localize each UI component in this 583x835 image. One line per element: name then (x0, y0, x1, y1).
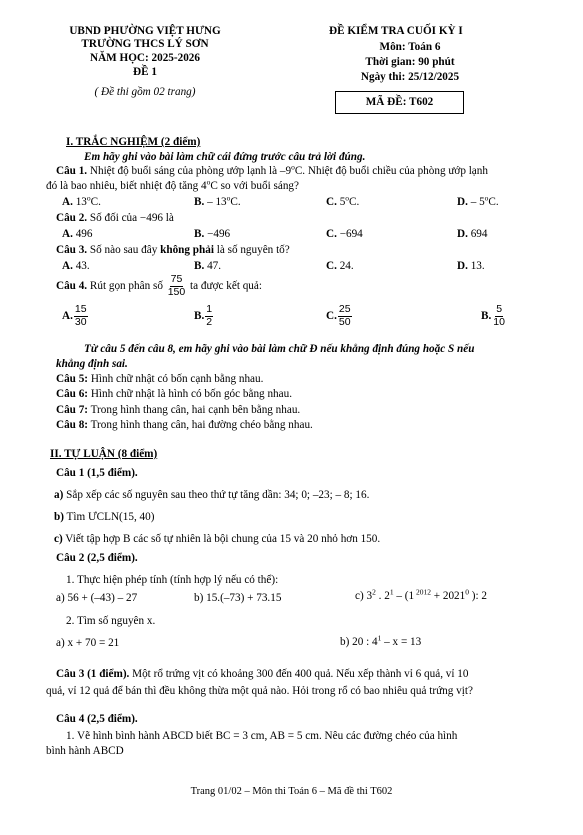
exam-date: Ngày thi: 25/12/2025 (360, 71, 460, 83)
c1-b: b) Tìm ƯCLN(15, 40) (54, 511, 155, 523)
q1-text-line2: đó là bao nhiêu, biết nhiệt độ tăng 4$^o$C so với buổi sáng? (46, 177, 299, 192)
q4-option-a: A. $\frac{15}{30}$ (62, 303, 87, 328)
header-left-line2: TRƯỜNG THCS LÝ SƠN (81, 38, 209, 50)
q2-text: Câu 2. Số đối của −496 là (56, 212, 174, 224)
q1-options (0, 195, 583, 211)
header-left-line5: ( Đề thi gồm 02 trang) (94, 86, 196, 98)
c2-section2: 2. Tìm số nguyên x. (66, 615, 156, 627)
q1-option-b: B. – 13$^o$C. (194, 193, 241, 208)
q3-text: Câu 3. Số nào sau đây không phải là số nguyên tố? (56, 244, 290, 256)
c2-section1: 1. Thực hiện phép tính (tính hợp lý nếu có thể): (66, 574, 279, 586)
page-footer: Trang 01/02 – Môn thi Toán 6 – Mã đề thi T602 (190, 786, 393, 797)
q1-option-a: A. 13$^o$C. (62, 193, 101, 208)
c4-line2: bình hành ABCD (46, 745, 124, 757)
q1-option-d: D. – 5$^o$C. (457, 193, 499, 208)
header-left-line3: NĂM HỌC: 2025-2026 (90, 52, 200, 64)
statement-7: Câu 7: Trong hình thang cân, hai cạnh bên bằng nhau. (56, 404, 301, 416)
c3-line1: Câu 3 (1 điểm). Một rổ trứng vịt có khoảng 300 đến 400 quả. Nếu xếp thành vỉ 6 quả, vỉ 10 (56, 668, 469, 680)
header-left-line4: ĐỀ 1 (133, 66, 157, 78)
q2-option-c: C. −694 (326, 228, 363, 240)
q2-option-d: D. 694 (457, 228, 488, 240)
c2-expr-c: c) $3^2$ . $2^1 - (1$ $^{2012} + 2021^0$ ): 2 (355, 587, 488, 602)
part1-instruction: Em hãy ghi vào bài làm chữ cái đứng trước câu trả lời đúng. (84, 151, 366, 163)
c1-title: Câu 1 (1,5 điểm). (56, 467, 138, 479)
q2-options (0, 227, 583, 243)
exam-code-box (335, 91, 464, 114)
c1-c: c) Viết tập hợp B các số tự nhiên là bội chung của 15 và 20 nhỏ hơn 150. (54, 533, 381, 545)
c2-eq-b: b) 20 : $4^1 - x = 13$ (340, 633, 422, 648)
q1-text: Câu 1. Nhiệt độ buổi sáng của phòng ướp lạnh là –9$^o$C. Nhiệt độ buổi chiều của phòng ướp lạnh (56, 162, 488, 177)
c3-line2: quả, vỉ 12 quả để bán thì đều không thừa một quả nào. Hỏi trong rổ có bao nhiêu quả trứng vịt? (46, 685, 473, 697)
q3-option-c: C. 24. (326, 260, 354, 272)
c4-title: Câu 4 (2,5 điểm). (56, 713, 138, 725)
q3-option-a: A. 43. (62, 260, 90, 272)
exam-title: ĐỀ KIỂM TRA CUỐI KỲ I (329, 25, 463, 37)
q4-fraction: $\frac{75}{150}$ (167, 273, 186, 298)
c2-expr-a: a) 56 + (–43) – 27 (56, 592, 138, 604)
q4-option-b: B. $\frac{1}{2}$ (194, 303, 213, 328)
part2-heading: II. TỰ LUẬN (8 điểm) (50, 448, 158, 460)
c4-line1: 1. Vẽ hình bình hành ABCD biết BC = 3 cm, AB = 5 cm. Nêu các đường chéo của hình (66, 730, 458, 742)
exam-code: MÃ ĐỀ: T602 (365, 96, 434, 108)
c2-eq-a: a) x + 70 = 21 (56, 637, 120, 649)
q3-option-d: D. 13. (457, 260, 485, 272)
exam-subject: Môn: Toán 6 (379, 41, 441, 53)
statement-5: Câu 5: Hình chữ nhật có bốn cạnh bằng nhau. (56, 373, 264, 385)
exam-time: Thời gian: 90 phút (365, 56, 455, 68)
q1-option-c: C. 5$^o$C. (326, 193, 360, 208)
q2-option-a: A. 496 (62, 228, 93, 240)
c2-title: Câu 2 (2,5 điểm). (56, 552, 138, 564)
part1-heading: I. TRẮC NGHIỆM (2 điểm) (66, 136, 201, 148)
part1-instruction2-line2: khẳng định sai. (56, 358, 128, 370)
q4-option-c: C. $\frac{25}{50}$ (326, 303, 351, 328)
part1-instruction2-line1: Từ câu 5 đến câu 8, em hãy ghi vào bài làm chữ Đ nếu khẳng định đúng hoặc S nếu (84, 343, 475, 355)
c2-expr-b: b) 15.(–73) + 73.15 (194, 592, 282, 604)
header-left-line1: UBND PHƯỜNG VIỆT HƯNG (69, 25, 221, 37)
statement-8: Câu 8: Trong hình thang cân, hai đường chéo bằng nhau. (56, 419, 313, 431)
statement-6: Câu 6: Hình chữ nhật là hình có bốn góc bằng nhau. (56, 388, 292, 400)
q2-option-b: B. −496 (194, 228, 231, 240)
q3-option-b: B. 47. (194, 260, 222, 272)
q4-option-d: B. $\frac{5}{10}$ (481, 303, 505, 328)
q4-text: Câu 4. Rút gọn phân số $\frac{75}{150}$ ta được kết quả: (56, 273, 262, 298)
c1-a: a) Sắp xếp các số nguyên sau theo thứ tự tăng dần: 34; 0; –23; – 8; 16. (54, 489, 370, 501)
